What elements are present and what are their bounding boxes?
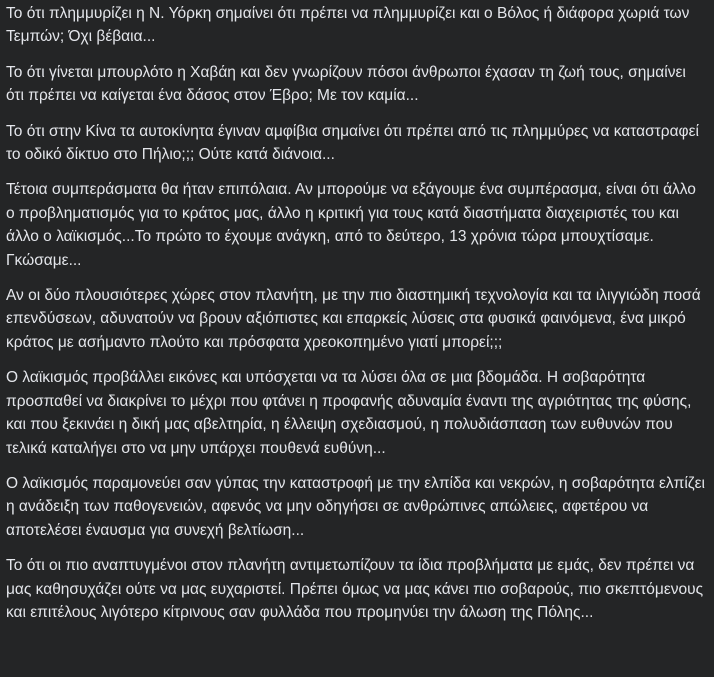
post-paragraph: Τέτοια συμπεράσματα θα ήταν επιπόλαια. Αν μπορούμε να εξάγουμε ένα συμπέρασμα, είναι ότι άλλο ο προβληματισμός για το κράτος μας, άλλο η κριτική για τους κατά διαστήματα διαχειριστές του και άλλο ο λαϊκισμός...Το πρώτο το έχουμε ανάγκη, από το δεύτερο, 13 χρόνια τώρα μπουχτίσαμε. Γκώσαμε... [6,181,696,269]
post-paragraph: Το ότι γίνεται μπουρλότο η Χαβάη και δεν γνωρίζουν πόσοι άνθρωποι έχασαν τη ζωή τους, σημαίνει ότι πρέπει να καίγεται ένα δάσος στον Έβρο; Με τον καμία... [6,63,686,105]
post-paragraph: Το ότι πλημμυρίζει η Ν. Υόρκη σημαίνει ότι πρέπει να πλημμυρίζει και ο Βόλος ή διάφορα χωριά των Τεμπών; Όχι βέβαια... [6,5,690,46]
post-paragraph: Ο λαϊκισμός προβάλλει εικόνες και υπόσχεται να τα λύσει όλα σε μια βδομάδα. Η σοβαρότητα προσπαθεί να διακρίνει το μέχρι που φτάνει η προφανής αδυναμία έναντι της αγριότητας της φύσης, και που ξεκινάει η δική μας αβελτηρία, η έλλειψη σχεδιασμού, η πολυδιάσπαση των ευθυνών που τελικά καταλήγει στο να μην υπάρχει πουθενά ευθύνη... [6,369,692,457]
post-paragraph: Το ότι οι πιο αναπτυγμένοι στον πλανήτη αντιμετωπίζουν τα ίδια προβλήματα με εμάς, δεν πρέπει να μας καθησυχάζει ούτε να μας ευχαριστεί. Πρέπει όμως να μας κάνει πιο σοβαρούς, πιο σκεπτόμενους και επιτέλους λιγότερο κίτρινους σαν φυλλάδα που προμηνύει την άλωση της Πόλης... [6,557,704,621]
post-paragraph: Ο λαϊκισμός παραμονεύει σαν γύπας την καταστροφή με την ελπίδα και νεκρών, η σοβαρότητα ελπίζει η ανάδειξη των παθογενειών, αφενός να μην οδηγήσει σε ανθρώπινες απώλειες, αφετέρου να αποτελέσει έναυσμα για συνεχή βελτίωση... [6,474,705,539]
post-paragraph: Αν οι δύο πλουσιότερες χώρες στον πλανήτη, με την πιο διαστημική τεχνολογία και τα ιλιγγιώδη ποσά επενδύσεων, αδυνατούν να βρουν αξιόπιστες και επαρκείς λύσεις στα φυσικά φαινόμενα, ένα μικρό κράτος με ασήμαντο πλούτο και πρόσφατα χρεοκοπημένο γιατί μπορεί;;; [6,287,701,351]
post-paragraph: Το ότι στην Κίνα τα αυτοκίνητα έγιναν αμφίβια σημαίνει ότι πρέπει από τις πλημμύρες να καταστραφεί το οδικό δίκτυο στο Πήλιο;;; Ούτε κατά διάνοια... [6,122,699,164]
